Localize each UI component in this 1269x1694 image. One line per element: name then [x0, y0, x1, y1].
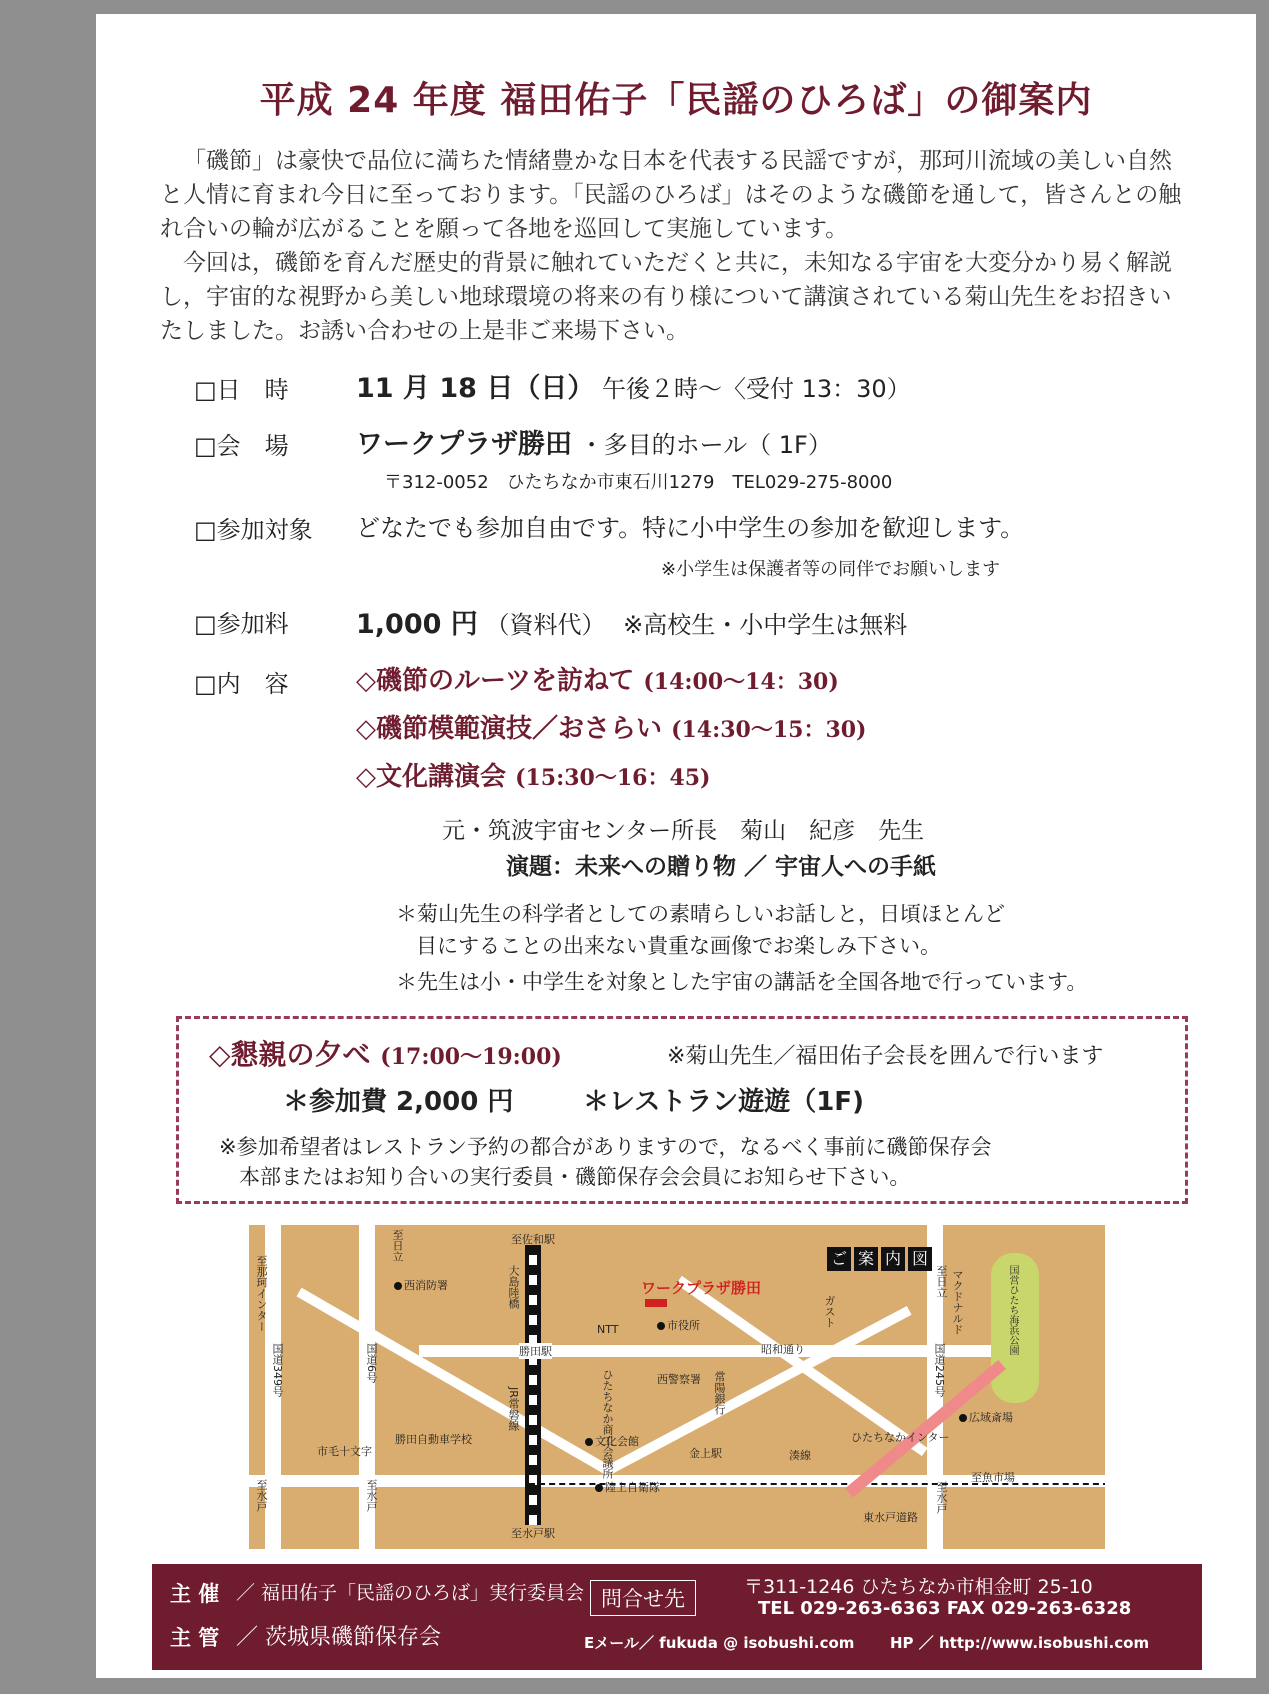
lecture-theme: 演題：未来への贈り物 ／ 宇宙人への手紙	[506, 854, 937, 880]
map-venue-marker	[645, 1299, 667, 1307]
party-place: ＊レストラン遊遊（1F)	[583, 1087, 864, 1117]
map-label	[959, 1409, 1013, 1425]
intro-paragraph-1: 「磯節」は豪快で品位に満ちた情緒豊かな日本を代表する民謡ですが，那珂川流域の美しい自然と人情に育まれ今日に至っております。「民謡のひろば」はそのような磯節を通して，皆さんとの触れ合いの輪が広がることを願って各地を巡回して実施しています。	[160, 148, 1182, 242]
map-label: 至日立	[935, 1265, 948, 1298]
map-label-text: 陸上自衛隊	[605, 1481, 660, 1494]
map-dot	[394, 1282, 402, 1290]
map-label: NTT	[597, 1323, 619, 1336]
footer	[152, 1564, 1202, 1670]
map-title-char: ご	[827, 1247, 851, 1271]
target-label: □参加対象	[194, 516, 313, 544]
map-label: JR常磐線	[507, 1387, 520, 1431]
program-item-name: ◇文化講演会	[356, 762, 506, 792]
datetime-value	[356, 366, 911, 405]
organizer-label: 主 管	[170, 1626, 220, 1650]
venue-hall: ・多目的ホール（ 1F）	[579, 431, 832, 459]
note-line-1: ＊菊山先生の科学者としての素晴らしいお話しと，日頃ほとんど	[396, 902, 1005, 926]
map-title-char: 内	[881, 1247, 905, 1271]
party-box	[176, 1016, 1188, 1204]
fee-detail: （資料代）	[485, 611, 606, 639]
map-label: 国道245号	[933, 1343, 946, 1397]
program-item-2	[356, 708, 866, 745]
map-title	[827, 1247, 932, 1271]
party-time: (17:00〜19:00)	[380, 1044, 562, 1070]
program-item-3	[356, 756, 710, 793]
map-label: 勝田自動車学校	[395, 1433, 472, 1446]
program-item-name: ◇磯節のルーツを訪ねて	[356, 666, 635, 696]
map-label: マクドナルド	[951, 1269, 964, 1335]
event-time: 午後２時〜〈受付 13：30）	[602, 375, 911, 403]
target-text: どなたでも参加自由です。特に小中学生の参加を歓迎します。	[356, 514, 1025, 542]
venue-label: □会 場	[194, 432, 289, 460]
party-fee: ＊参加費 2,000 円	[283, 1087, 514, 1117]
datetime-label: □日 時	[194, 376, 289, 404]
map-label: 至佐和駅	[511, 1233, 555, 1246]
target-note: ※小学生は保護者等の同伴でお願いします	[661, 559, 1001, 580]
map-label: 国営ひたち海浜公園	[1007, 1265, 1018, 1355]
map-label: 金上駅	[689, 1447, 722, 1460]
map-label: 至水戸	[365, 1479, 378, 1512]
fee-amount: 1,000 円	[356, 609, 478, 640]
program-item-1	[356, 660, 839, 697]
party-remark: ※菊山先生／福田佑子会長を囲んで行います	[667, 1044, 1104, 1069]
map-label: 昭和通り	[761, 1343, 805, 1356]
map-label: 国道349号	[271, 1343, 284, 1397]
map-label-text: 西消防署	[404, 1279, 448, 1292]
intro-text	[160, 144, 1190, 348]
fee-note: ※高校生・小中学生は無料	[623, 611, 908, 639]
map-label: 至魚市場	[971, 1471, 1015, 1484]
map-label-text: 広域斎場	[969, 1411, 1013, 1424]
program-item-name: ◇磯節模範演技／おさらい	[356, 714, 662, 744]
access-map	[249, 1225, 1105, 1549]
map-label: 国道6号	[365, 1343, 378, 1383]
map-label: 常陽銀行	[713, 1371, 726, 1415]
event-date: 11 月 18 日（日）	[356, 373, 595, 404]
venue-name: ワークプラザ勝田	[356, 429, 572, 460]
map-label-station: 勝田駅	[519, 1345, 552, 1358]
note-line-3: ＊先生は小・中学生を対象とした宇宙の講話を全国各地で行っています。	[396, 970, 1088, 994]
organizer: ／ 茨城県磯節保存会	[236, 1625, 441, 1650]
note-line-2: 目にすることの出来ない貴重な画像でお楽しみ下さい。	[416, 934, 941, 958]
map-label-text: 市役所	[667, 1319, 700, 1332]
program-item-time: (15:30〜16：45)	[515, 765, 711, 791]
map-label: 東水戸道路	[863, 1511, 918, 1524]
content-label: □内 容	[194, 670, 289, 698]
map-dot	[595, 1484, 603, 1492]
contact-email: Eメール／ fukuda @ isobushi.com	[584, 1634, 855, 1652]
map-label: 市毛十文字	[317, 1445, 372, 1458]
map-label	[657, 1317, 700, 1333]
map-dot	[585, 1438, 593, 1446]
map-label-text: 文化会館	[595, 1435, 639, 1448]
page-title: 平成 24 年度 福田佑子「民謡のひろば」の御案内	[259, 80, 1093, 121]
map-label: 至水戸駅	[511, 1527, 555, 1540]
map-label: ひたちなか商工会議所	[601, 1369, 614, 1479]
map-title-char: 案	[854, 1247, 878, 1271]
program-item-time: (14:30〜15：30)	[671, 717, 867, 743]
map-dot	[959, 1414, 967, 1422]
sponsor: ／ 福田佑子「民謡のひろば」実行委員会	[236, 1582, 585, 1604]
map-label	[394, 1277, 448, 1293]
map-label	[595, 1479, 660, 1495]
contact-hp: HP ／ http://www.isobushi.com	[890, 1634, 1150, 1652]
sponsor-label: 主 催	[170, 1582, 220, 1606]
party-title-text: ◇懇親の夕べ	[209, 1038, 371, 1071]
map-label: ガスト	[823, 1295, 836, 1328]
fee-value	[356, 602, 907, 641]
map-label: 西警察署	[657, 1373, 701, 1386]
lecture-speaker: 元・筑波宇宙センター所長 菊山 紀彦 先生	[442, 818, 925, 844]
map-label: 至日立	[391, 1229, 404, 1262]
contact-address: 〒311-1246 ひたちなか市相金町 25-10	[744, 1576, 1093, 1598]
fee-label: □参加料	[194, 610, 289, 638]
map-label: 大島陸橋	[507, 1265, 520, 1309]
contact-tel: TEL 029-263-6363 FAX 029-263-6328	[758, 1598, 1132, 1619]
map-label: 湊線	[789, 1449, 811, 1462]
party-note-1: ※参加希望者はレストラン予約の都合がありますので，なるべく事前に磯節保存会	[219, 1135, 992, 1159]
program-item-time: (14:00〜14：30)	[643, 669, 839, 695]
map-label: 至水戸	[255, 1479, 268, 1512]
flyer	[96, 14, 1256, 1678]
contact-label: 問合せ先	[590, 1580, 696, 1616]
map-dot	[657, 1322, 665, 1330]
map-label: 至那珂インター	[255, 1255, 268, 1332]
map-label: 至水戸	[935, 1481, 948, 1514]
map-label	[585, 1433, 639, 1449]
party-title	[209, 1033, 562, 1073]
venue-value	[356, 422, 832, 461]
map-title-char: 図	[908, 1247, 932, 1271]
party-note-2: 本部またはお知り合いの実行委員・磯節保存会会員にお知らせ下さい。	[239, 1165, 911, 1189]
venue-address: 〒312-0052 ひたちなか市東石川1279 TEL029-275-8000	[384, 472, 893, 493]
map-label-venue: ワークプラザ勝田	[641, 1279, 762, 1297]
map-label: ひたちなかインター	[851, 1431, 950, 1444]
intro-paragraph-2: 今回は，磯節を育んだ歴史的背景に触れていただくと共に，未知なる宇宙を大変分かり易く解説し，宇宙的な視野から美しい地球環境の将来の有り様について講演されている菊山先生をお招きいたしました。お誘い合わせの上是非ご来場下さい。	[160, 250, 1172, 344]
